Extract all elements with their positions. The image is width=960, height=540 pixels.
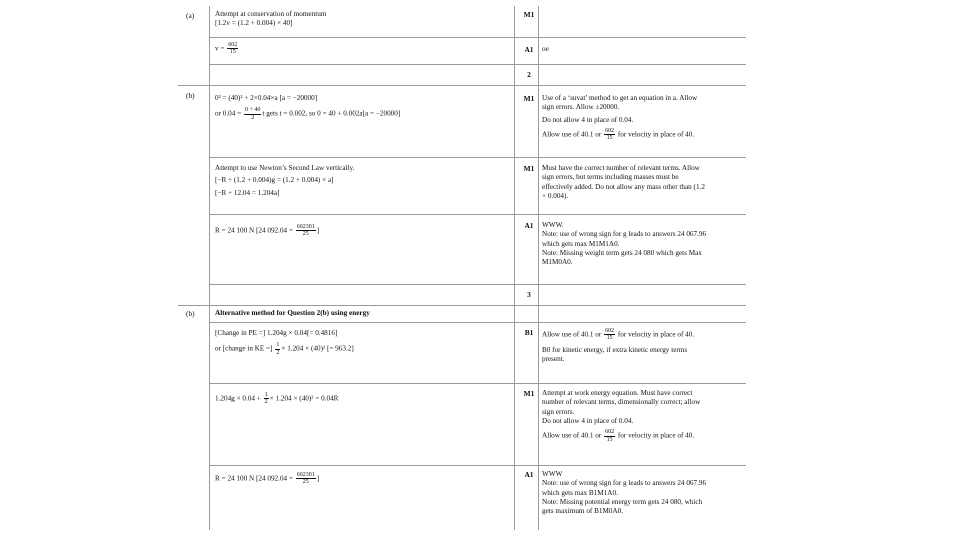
working-text: t gets t = 0.002, so 0 = 40 + 0.002a[a = −20000]	[262, 109, 401, 118]
note-line: WWW.	[542, 221, 564, 229]
mark-total: 3	[527, 290, 531, 299]
note-text: Allow use of 40.1 or	[542, 431, 604, 440]
fraction: $\frac{602}{15}$	[605, 128, 615, 142]
note-line: present.	[542, 354, 565, 363]
fraction: $\frac{602301}{25}$	[296, 224, 315, 238]
working-text: or [change in KE =]	[215, 344, 275, 353]
working-text: R = 24 100 N [24 092.04 =	[215, 474, 295, 483]
note-line: Note: Missing potential energy term gets 24 080, which	[542, 498, 703, 507]
working-cell	[215, 472, 319, 486]
working-cell	[215, 392, 338, 406]
mark-total: 2	[527, 70, 531, 79]
fraction: $\frac{1}{2}$	[276, 342, 280, 356]
notes-cell	[542, 470, 706, 517]
note-text: Allow use of 40.1 or	[542, 130, 604, 139]
mark-code: M1	[523, 389, 535, 398]
note-line: sign errors.	[542, 407, 575, 416]
note-text: for velocity in place of 40.	[616, 330, 695, 339]
note-text: Allow use of 40.1 or	[542, 330, 604, 339]
working-text: ]	[316, 474, 320, 483]
working-text: × 1.204 × (40)² [= 963.2]	[281, 344, 354, 353]
row-divider	[209, 214, 746, 215]
mark-code: M1	[523, 10, 535, 19]
mark-code: A1	[524, 45, 534, 54]
working-cell	[215, 94, 400, 121]
fraction: $\frac{602}{15}$	[605, 328, 615, 342]
fraction: $\frac{0 + 40}{2}$	[245, 107, 261, 121]
note-line: sign errors. Allow ±20000.	[542, 103, 620, 112]
working-line: [−R + 12.04 = 1.204a]	[215, 188, 280, 197]
mark-code: B1	[524, 328, 534, 337]
working-line: Attempt at conservation of momentum	[215, 10, 327, 18]
part-label-b: (b)	[186, 91, 195, 100]
working-text: v =	[215, 44, 227, 53]
working-text: or 0.04 =	[215, 109, 244, 118]
working-cell	[215, 164, 354, 198]
note-line: + 0.004).	[542, 192, 569, 201]
fraction: $\frac{602}{15}$	[605, 429, 615, 443]
working-text: R = 24 100 N [24 092.04 =	[215, 226, 295, 235]
working-line: Attempt to use Newton’s Second Law vertically.	[215, 164, 355, 172]
note-line: Must have the correct number of relevant terms. Allow	[542, 164, 700, 172]
fraction: $\frac{1}{2}$	[264, 392, 268, 406]
fraction: $\frac{602}{15}$	[228, 42, 238, 56]
notes-cell	[542, 389, 700, 443]
note-line: Do not allow 4 in place of 0.04.	[542, 417, 634, 426]
note-line: Attempt at work energy equation. Must have correct	[542, 389, 693, 397]
working-text: ]	[316, 226, 320, 235]
note-line: B0 for kinetic energy, if extra kinetic energy terms	[542, 345, 688, 354]
working-cell	[215, 224, 319, 238]
note-line: gets maximum of B1M0A0.	[542, 507, 624, 516]
row-divider	[209, 284, 746, 285]
alternative-method-heading: Alternative method for Question 2(b) using energy	[215, 309, 370, 317]
note-line: which gets max B1M1A0.	[542, 488, 618, 497]
note-line: sign errors, but terms including masses must be	[542, 173, 679, 182]
notes-cell	[542, 221, 706, 268]
note-line: effectively added. Do not allow any mass other than (1.2	[542, 182, 705, 191]
working-line: [1.2v = (1.2 + 0.004) × 40]	[215, 19, 293, 28]
row-divider	[209, 383, 746, 384]
note-line: M1M0A0.	[542, 258, 573, 267]
note-line: Note: Missing weight term gets 24 080 which gets Max	[542, 249, 702, 258]
note-line: WWW	[542, 470, 563, 478]
note-text: for velocity in place of 40.	[616, 431, 695, 440]
note-line: Note: use of wrong sign for g leads to answers 24 067.96	[542, 479, 707, 488]
note-line: Use of a ‘suvat’ method to get an equation in a. Allow	[542, 94, 698, 102]
mark-code: M1	[523, 94, 535, 103]
note-line: Note: use of wrong sign for g leads to answers 24 067.96	[542, 230, 707, 239]
row-divider	[178, 85, 746, 86]
notes-cell	[542, 328, 694, 364]
row-divider	[209, 322, 746, 323]
mark-code: M1	[523, 164, 535, 173]
row-divider	[209, 157, 746, 158]
fraction: $\frac{602301}{25}$	[296, 472, 315, 486]
note-line: which gets max M1M1A0.	[542, 239, 620, 248]
row-divider	[178, 305, 746, 306]
working-line: [Change in PE =] 1.204g × 0.04[= 0.4816]	[215, 329, 338, 337]
row-divider	[209, 37, 746, 38]
part-label-a: (a)	[186, 11, 195, 20]
working-text: 1.204g × 0.04 +	[215, 394, 263, 403]
working-text: × 1.204 × (40)² = 0.04R	[269, 394, 339, 403]
working-cell	[215, 329, 354, 356]
working-cell	[215, 42, 239, 56]
working-line: 0² = (40)² + 2×0.04×a [a = −20000]	[215, 94, 318, 102]
mark-code: A1	[524, 470, 534, 479]
row-divider	[209, 465, 746, 466]
working-line: [−R + (1.2 + 0.004)g = (1.2 + 0.004) × a]	[215, 176, 334, 185]
note-text: for velocity in place of 40.	[616, 130, 695, 139]
notes-cell: oe	[542, 45, 549, 53]
row-divider	[209, 64, 746, 65]
mark-code: A1	[524, 221, 534, 230]
working-cell	[215, 10, 326, 29]
notes-cell	[542, 164, 705, 201]
note-line: Do not allow 4 in place of 0.04.	[542, 115, 634, 124]
note-line: number of relevant terms, dimensionally correct; allow	[542, 398, 701, 407]
notes-cell	[542, 94, 697, 142]
part-label-b-alt: (b)	[186, 309, 195, 318]
